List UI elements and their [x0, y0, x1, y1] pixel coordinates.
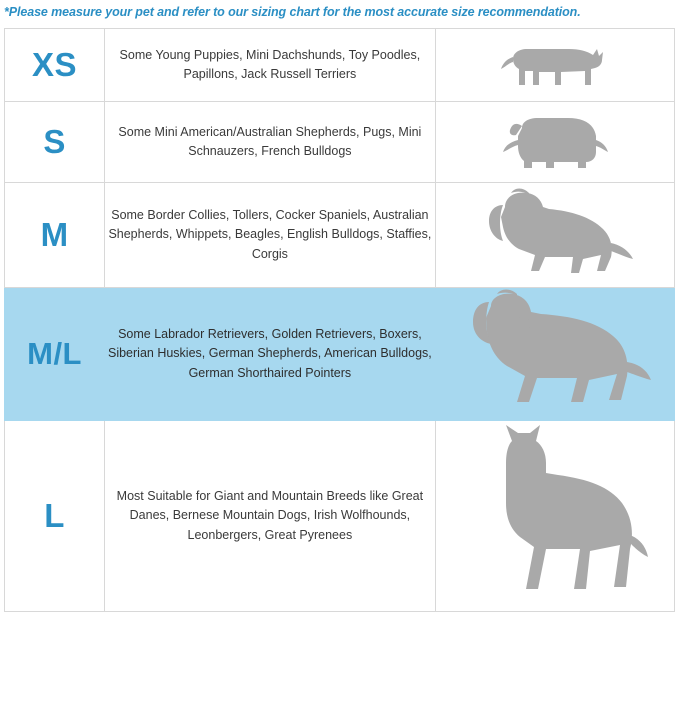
- table-row: [5, 288, 675, 421]
- breed-description-l: Most Suitable for Giant and Mountain Breeds like Great Danes, Bernese Mountain Dogs, Irish Wolfhounds, Leonbergers, Great Pyrenees: [105, 421, 435, 612]
- size-label-xs: XS: [5, 29, 105, 102]
- table-row: [5, 183, 675, 288]
- measurement-note: *Please measure your pet and refer to our sizing chart for the most accurate size recommendation.: [4, 5, 581, 19]
- small-dog-silhouette-icon: [435, 29, 674, 102]
- table-row: [5, 421, 675, 612]
- size-label-ml: M/L: [5, 288, 105, 421]
- table-row: [5, 102, 675, 183]
- spaniel-silhouette-icon: [435, 183, 674, 288]
- labrador-silhouette-icon: [435, 288, 674, 421]
- breed-description-s: Some Mini American/Australian Shepherds, Pugs, Mini Schnauzers, French Bulldogs: [105, 102, 435, 183]
- breed-description-ml: Some Labrador Retrievers, Golden Retrievers, Boxers, Siberian Huskies, German Shepherds, American Bulldogs, German Shorthaired Pointers: [105, 288, 435, 421]
- size-label-s: S: [5, 102, 105, 183]
- breed-description-m: Some Border Collies, Tollers, Cocker Spaniels, Australian Shepherds, Whippets, Beagles, English Bulldogs, Staffies, Corgis: [105, 183, 435, 288]
- size-chart-table: [4, 28, 675, 612]
- french-bulldog-silhouette-icon: [435, 102, 674, 183]
- great-dane-silhouette-icon: [435, 421, 674, 612]
- size-label-m: M: [5, 183, 105, 288]
- breed-description-xs: Some Young Puppies, Mini Dachshunds, Toy Poodles, Papillons, Jack Russell Terriers: [105, 29, 435, 102]
- table-row: [5, 29, 675, 102]
- size-label-l: L: [5, 421, 105, 612]
